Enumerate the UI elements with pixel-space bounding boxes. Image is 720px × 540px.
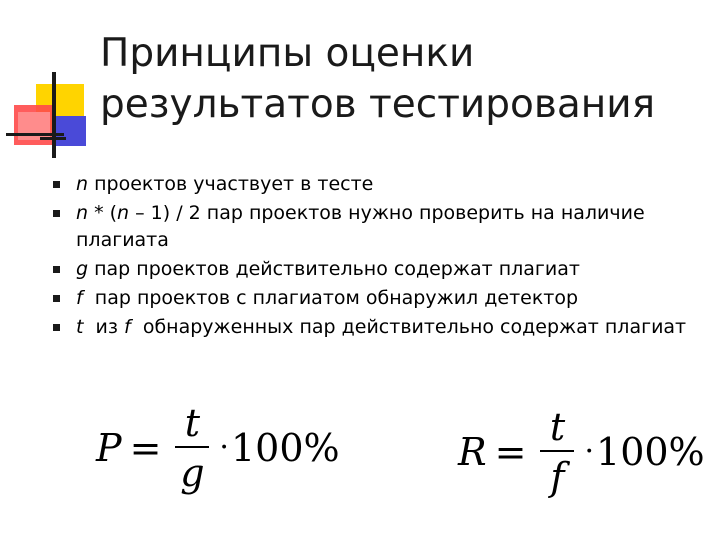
bullet-square-icon xyxy=(53,181,60,188)
bullet-text-2: – 1) / 2 пар проектов нужно проверить на наличие плагиата xyxy=(76,202,645,251)
slide-title xyxy=(100,28,700,130)
bullet-item-1 xyxy=(50,171,690,198)
formula-fraction xyxy=(175,402,209,494)
bullet-item-2 xyxy=(50,200,690,254)
bullet-text: проектов участвует в тесте xyxy=(88,173,374,195)
bullet-list xyxy=(50,171,690,341)
bullet-square-icon xyxy=(53,266,60,273)
bullet-variable-2: n xyxy=(117,202,130,224)
bullet-variable: t xyxy=(76,316,84,338)
bullet-text: пар проектов действительно содержат плагиат xyxy=(88,258,580,280)
formula-lhs: P xyxy=(96,426,122,470)
bullet-variable: g xyxy=(76,258,89,280)
bullet-text: * ( xyxy=(88,202,118,224)
formula-denominator: g xyxy=(180,451,205,495)
slide-title-line-2: результатов тестирования xyxy=(100,82,656,127)
formula-numerator: t xyxy=(184,401,201,445)
bullet-square-icon xyxy=(53,295,60,302)
fraction-bar xyxy=(540,450,574,452)
decor-horizontal-line xyxy=(6,133,64,136)
precision-formula xyxy=(96,402,340,494)
decor-horizontal-line-short xyxy=(40,137,66,140)
fraction-bar xyxy=(175,446,209,448)
decor-vertical-line xyxy=(52,72,56,158)
formula-lhs: R xyxy=(458,430,487,474)
formula-percent: 100% xyxy=(230,426,340,470)
formula-multiply: · xyxy=(584,434,595,469)
formula-percent: 100% xyxy=(596,430,705,474)
bullet-variable: n xyxy=(76,173,89,195)
bullet-variable: n xyxy=(76,202,89,224)
bullet-text: из xyxy=(83,316,125,338)
bullet-square-icon xyxy=(53,210,60,217)
bullet-item-3 xyxy=(50,256,690,283)
formula-fraction xyxy=(540,406,574,498)
recall-formula xyxy=(458,406,705,498)
formula-denominator: f xyxy=(550,455,565,499)
bullet-item-5 xyxy=(50,314,690,341)
bullet-text: пар проектов с плагиатом обнаружил детектор xyxy=(82,287,579,309)
slide-title-line-1: Принципы оценки xyxy=(100,31,475,76)
decor-blue-square xyxy=(56,116,86,146)
formula-multiply: · xyxy=(219,430,229,465)
bullet-variable-2: f xyxy=(124,316,131,338)
formula-numerator: t xyxy=(549,405,566,449)
formula-equals: = xyxy=(494,430,527,474)
bullet-variable: f xyxy=(76,287,83,309)
bullet-item-4 xyxy=(50,285,690,312)
formula-equals: = xyxy=(129,426,162,470)
bullet-square-icon xyxy=(53,324,60,331)
bullet-text-2: обнаруженных пар действительно содержат плагиат xyxy=(130,316,687,338)
